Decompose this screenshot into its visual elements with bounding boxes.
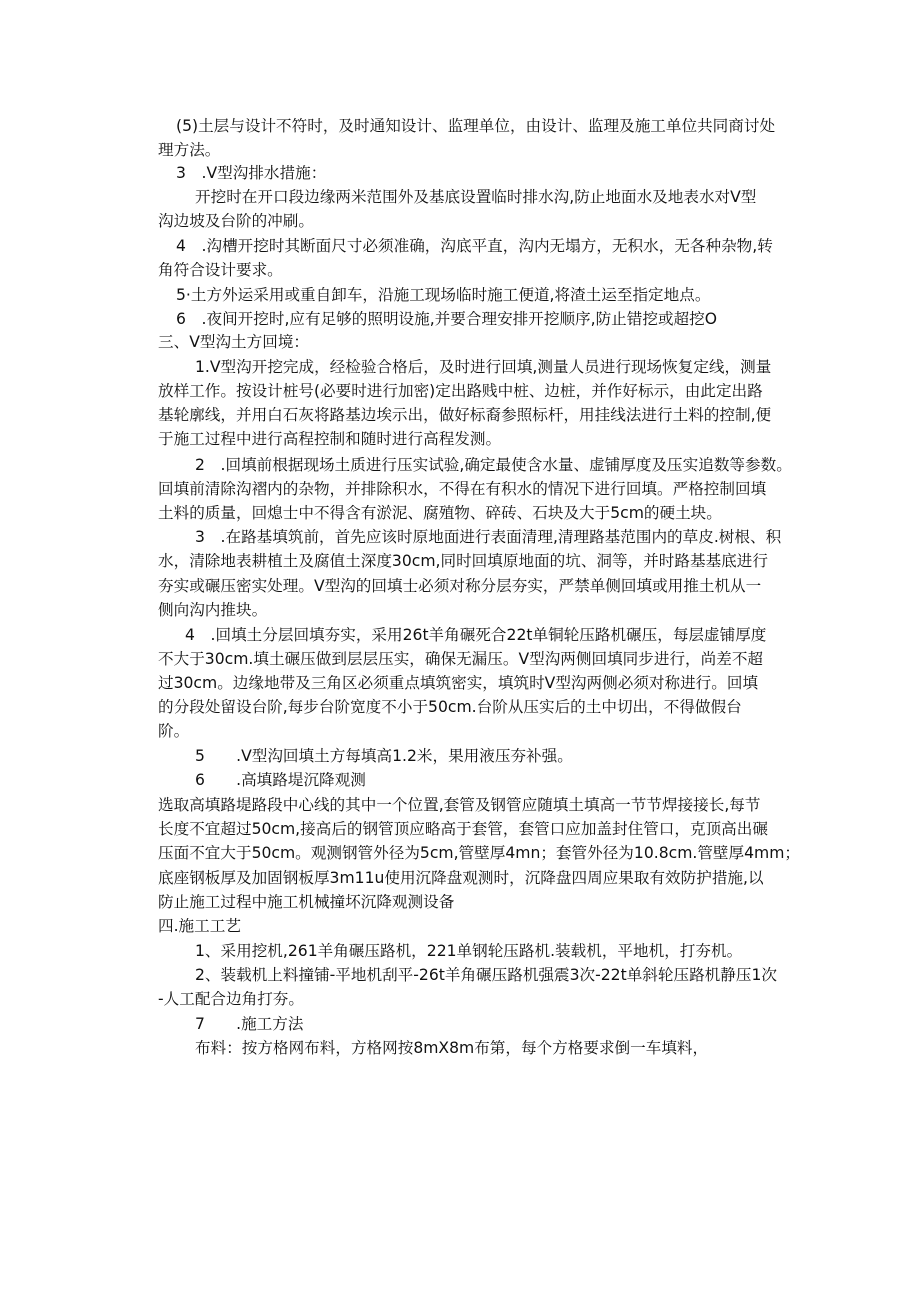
text-line: 回填前清除沟褶内的杂物，并排除积水，不得在有积水的情况下进行回填。严格控制回填: [158, 480, 767, 498]
text-line: 6 .高填路堤沉降观测: [195, 771, 366, 789]
text-line: 阶。: [158, 722, 190, 740]
text-line: 1.V型沟开挖完成，经检验合格后，及时进行回填,测量人员进行现场恢复定线，测量: [195, 358, 772, 376]
text-line: 2 .回填前根据现场土质进行压实试验,确定最使含水量、虚铺厚度及压实追数等参数。: [195, 456, 792, 474]
text-line: 土料的质量，回熄士中不得含有淤泥、腐殖物、碎砖、石块及大于5cm的硬土块。: [158, 504, 722, 522]
text-line: 的分段处留设台阶,每步台阶宽度不小于50cm.台阶从压实后的土中切出，不得做假台: [158, 698, 742, 716]
text-line: 布料：按方格网布料，方格网按8mX8m布第，每个方格要求倒一车填料，: [195, 1039, 709, 1057]
text-line: 3 .V型沟排水措施：: [176, 164, 327, 182]
text-line: 2、装载机上料撞铺-平地机刮平-26t羊角碾压路机强震3次-22t单斜轮压路机静压1次: [195, 966, 777, 984]
text-line: 3 .在路基填筑前，首先应该时原地面进行表面清理,清理路基范围内的草皮.树根、积: [195, 528, 782, 546]
text-line: 长度不宜超过50cm,接高后的钢管顶应略高于套管，套管口应加盖封住管口，克顶高出碾: [158, 820, 768, 838]
text-line: 理方法。: [158, 141, 221, 159]
section-heading: 三、V型沟土方回境：: [158, 333, 310, 351]
text-line: 基轮廓线，并用白石灰将路基边埃示出，做好标裔参照标杆，用挂线法进行土料的控制,便: [158, 406, 772, 424]
text-line: 5 .V型沟回填土方每填高1.2米，果用液压夯补强。: [195, 747, 573, 765]
text-line: 1、采用挖机,261羊角碾压路机，221单钢轮压路机.装载机，平地机，打夯机。: [195, 942, 743, 960]
text-line: 侧向沟内推块。: [158, 601, 268, 619]
text-line: -人工配合边角打夯。: [158, 990, 304, 1008]
section-heading: 四.施工工艺: [158, 917, 241, 935]
text-line: 7 .施工方法: [195, 1015, 304, 1033]
text-line: 6 .夜间开挖时,应有足够的照明设施,并要合理安排开挖顺序,防止错挖或超挖O: [176, 310, 718, 328]
text-line: 4 .回填土分层回填夯实，采用26t羊角碾死合22t单铜轮压路机碾压，每层虚铺厚度: [185, 626, 767, 644]
text-line: 4 .沟槽开挖时其断面尺寸必须准确，沟底平直，沟内无塌方，无积水，无各种杂物,转: [176, 237, 773, 255]
text-line: 放样工作。按设计桩号(必要时进行加密)定出路贱中桩、边桩，并作好标示，由此定出路: [158, 382, 763, 400]
text-line: 夯实或碾压密实处理。V型沟的回填士必须对称分层夯实，严禁单侧回填或用推土机从一: [158, 577, 762, 595]
text-line: 开挖时在开口段边缘两米范围外及基底设置临时排水沟,防止地面水及地表水对V型: [195, 188, 757, 206]
text-line: 沟边坡及台阶的冲刷。: [158, 212, 314, 230]
text-line: (5)土层与设计不符时，及时通知设计、监理单位，由设计、监理及施工单位共同商讨处: [176, 117, 776, 135]
text-line: 底座钢板厚及加固钢板厚3m11u使用沉降盘观测时，沉降盘四周应果取有效防护措施,以: [158, 869, 764, 887]
text-line: 过30cm。边缘地带及三角区必须重点填筑密实，填筑时V型沟两侧必须对称进行。回填: [158, 674, 759, 692]
text-line: 水，清除地表耕植土及腐值土深度30cm,同时回填原地面的坑、洞等，并时路基基底进行: [158, 552, 768, 570]
text-line: 选取高填路堤路段中心线的其中一个位置,套管及钢管应随填土填高一节节焊接接长,每节: [158, 796, 761, 814]
text-line: 5·土方外运采用或重自卸车，沿施工现场临时施工便道,将渣土运至指定地点。: [176, 286, 711, 304]
text-line: 不大于30cm.填土碾压做到层层压实，确保无漏压。V型沟两侧回填同步进行，尚差不超: [158, 650, 764, 668]
text-line: 防止施工过程中施工机械撞坏沉降观测设备: [158, 893, 455, 911]
text-line: 角符合设计要求。: [158, 261, 283, 279]
text-line: 于施工过程中进行高程控制和随时进行高程发测。: [158, 430, 502, 448]
text-line: 压面不宜大于50cm。观测钢管外径为5cm,管壁厚4mn；套管外径为10.8cm.管壁厚4mm；: [158, 844, 801, 862]
